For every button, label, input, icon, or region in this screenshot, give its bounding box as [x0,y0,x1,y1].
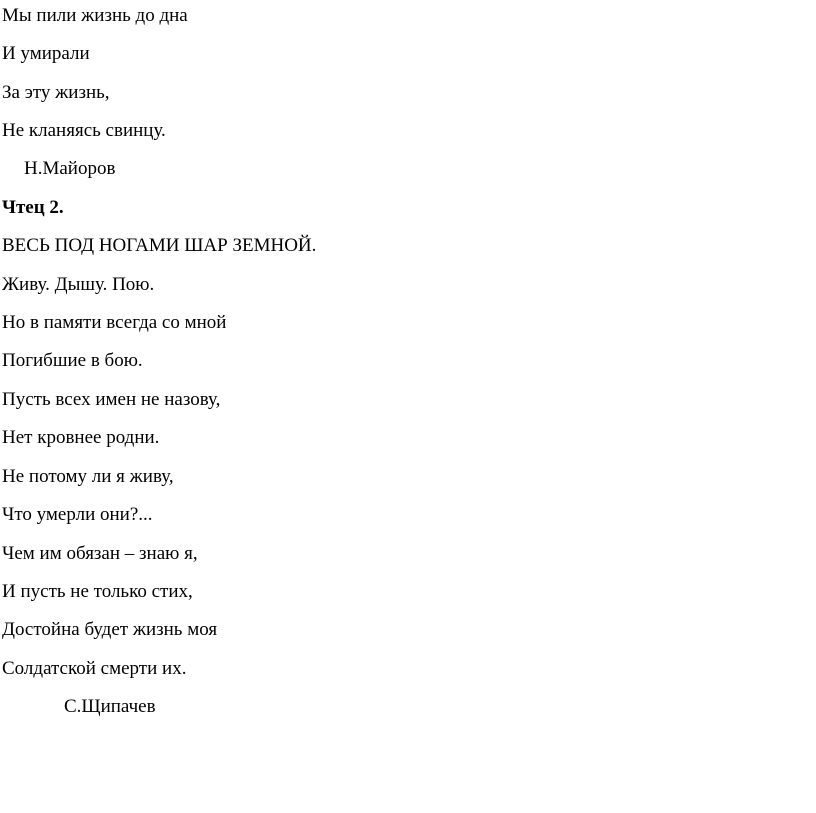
poem2-line: Погибшие в бою. [2,350,143,371]
poem2-line: Не потому ли я живу, [2,466,174,487]
poem2-line: И пусть не только стих, [2,581,193,602]
poem2-line: Но в памяти всегда со мной [2,312,227,333]
poem2-title: ВЕСЬ ПОД НОГАМИ ШАР ЗЕМНОЙ. [2,235,317,256]
poem2-line: Живу. Дышу. Пою. [2,274,155,295]
poem2-author: С.Щипачев [64,696,156,717]
reader-heading: Чтец 2. [2,197,64,218]
poem1-line: За эту жизнь, [2,82,110,103]
poem2-line: Нет кровнее родни. [2,427,160,448]
poem2-line: Пусть всех имен не назову, [2,389,221,410]
poem1-line: И умирали [2,43,90,64]
poem2-line: Солдатской смерти их. [2,658,187,679]
poem2-line: Достойна будет жизнь моя [2,619,218,640]
poem1-author: Н.Майоров [24,158,116,179]
poem2-line: Что умерли они?... [2,504,153,525]
poem1-line: Мы пили жизнь до дна [2,5,188,26]
poem2-line: Чем им обязан – знаю я, [2,543,198,564]
poem1-line: Не кланяясь свинцу. [2,120,166,141]
